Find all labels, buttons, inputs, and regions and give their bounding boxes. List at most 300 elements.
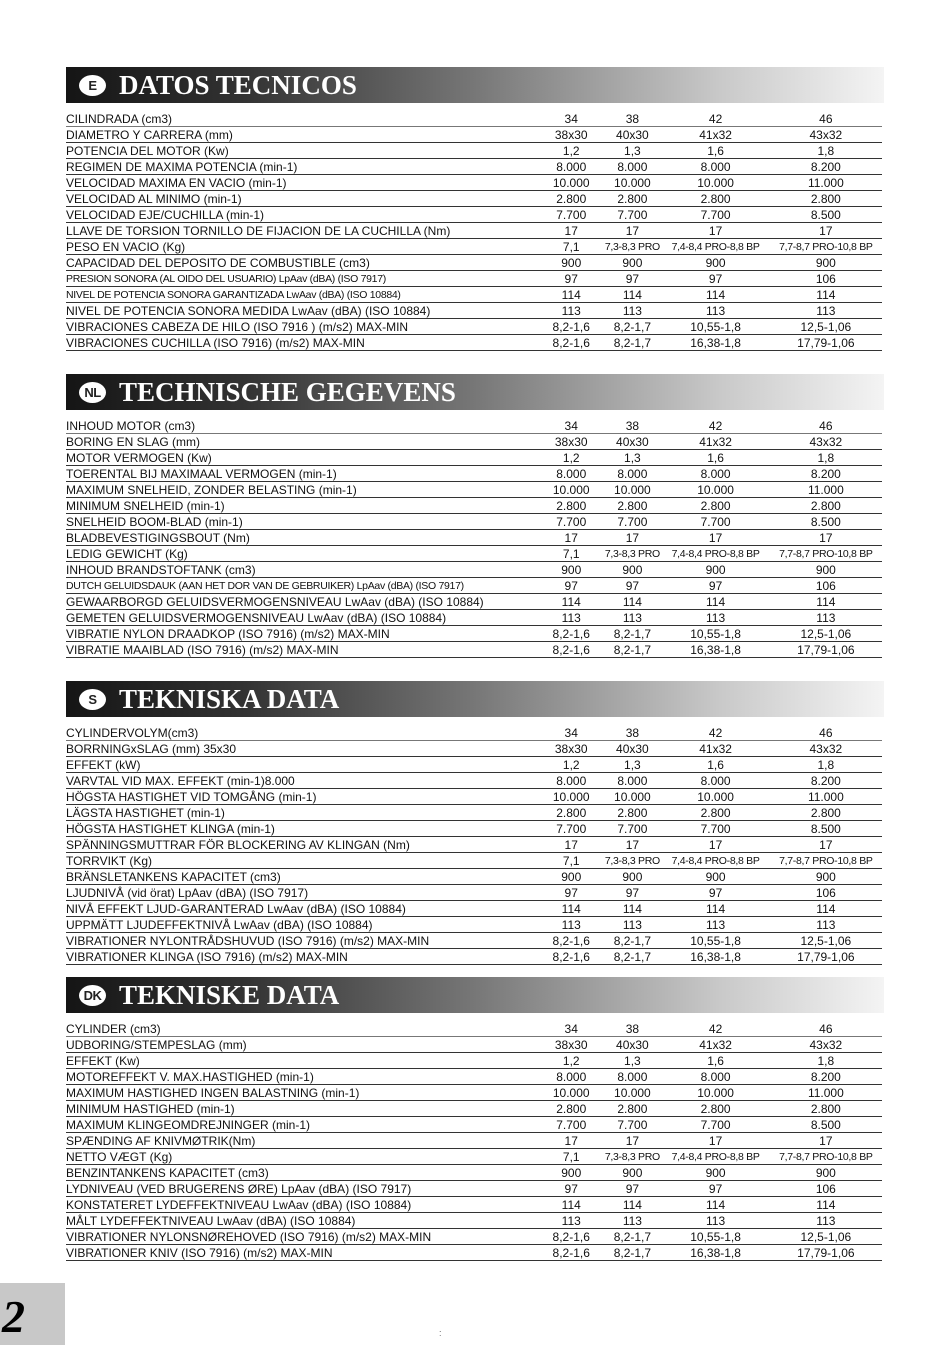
spec-label: SPÄNNINGSMUTTRAR FÖR BLOCKERING AV KLINGAN (Nm) [66,837,539,853]
spec-value: 17 [661,837,769,853]
table-row [66,482,882,498]
spec-value: 1,3 [603,450,661,466]
spec-label: NIVÅ EFFEKT LJUD-GARANTERAD LwAav (dBA) (ISO 10884) [66,901,539,917]
spec-value: 40x30 [603,434,661,450]
spec-value: 1,3 [603,143,661,159]
spec-value: 2.800 [661,1101,769,1117]
spec-value: 7.700 [539,207,603,223]
spec-value: 113 [770,303,882,319]
table-row [66,239,882,255]
section-tekniska-data [66,681,884,965]
spec-label: MÅLT LYDEFFEKTNIVEAU LwAav (dBA) (ISO 10884) [66,1213,539,1229]
spec-label: VIBRATIONER NYLONTRÅDSHUVUD (ISO 7916) (m/s2) MAX-MIN [66,933,539,949]
table-row [66,594,882,610]
section-title: TEKNISKE DATA [119,980,340,1010]
spec-value: 2.800 [603,191,661,207]
spec-label: MINIMUM HASTIGHED (min-1) [66,1101,539,1117]
spec-value: 41x32 [661,127,769,143]
language-badge: E [79,75,106,96]
spec-label: NETTO VÆGT (Kg) [66,1149,539,1165]
spec-value: 12,5-1,06 [770,319,882,335]
table-row [66,885,882,901]
spec-value: 8.500 [770,207,882,223]
spec-value: 97 [661,1181,769,1197]
spec-value: 113 [661,917,769,933]
spec-value: 113 [661,303,769,319]
spec-value: 2.800 [539,191,603,207]
language-badge: DK [79,985,106,1006]
spec-value: 113 [603,917,661,933]
table-row [66,1085,882,1101]
spec-label: VELOCIDAD MAXIMA EN VACIO (min-1) [66,175,539,191]
spec-label: DIAMETRO Y CARRERA (mm) [66,127,539,143]
spec-value: 8,2-1,7 [603,933,661,949]
spec-value: 114 [603,594,661,610]
table-row [66,319,882,335]
spec-value: 106 [770,271,882,287]
spec-value: 34 [539,111,603,127]
spec-value: 7,4-8,4 PRO-8,8 BP [661,853,769,869]
spec-value: 10.000 [539,1085,603,1101]
table-row [66,1213,882,1229]
spec-value: 8,2-1,7 [603,626,661,642]
spec-value: 113 [539,303,603,319]
table-row [66,805,882,821]
language-badge: NL [79,382,106,403]
spec-value: 1,2 [539,1053,603,1069]
spec-value: 114 [603,1197,661,1213]
spec-value: 8,2-1,6 [539,626,603,642]
spec-value: 8.500 [770,821,882,837]
spec-value: 43x32 [770,741,882,757]
spec-value: 2.800 [539,498,603,514]
spec-value: 1,3 [603,1053,661,1069]
section-title: TEKNISKA DATA [119,684,340,714]
spec-value: 8,2-1,6 [539,1229,603,1245]
spec-value: 11.000 [770,1085,882,1101]
spec-value: 8.000 [661,466,769,482]
table-row [66,853,882,869]
spec-value: 106 [770,578,882,594]
page-number: 2 [2,1291,25,1342]
spec-value: 2.800 [603,1101,661,1117]
spec-value: 7.700 [539,514,603,530]
spec-value: 43x32 [770,434,882,450]
spec-value: 114 [539,901,603,917]
table-row [66,901,882,917]
spec-label: NIVEL DE POTENCIA SONORA GARANTIZADA LwAav (dBA) (ISO 10884) [66,287,539,303]
spec-label: LÄGSTA HASTIGHET (min-1) [66,805,539,821]
spec-value: 114 [661,594,769,610]
table-row [66,757,882,773]
spec-value: 114 [770,287,882,303]
language-badge: S [79,689,106,710]
spec-label: CILINDRADA (cm3) [66,111,539,127]
spec-value: 17 [661,530,769,546]
spec-value: 12,5-1,06 [770,626,882,642]
table-row [66,837,882,853]
spec-value: 7.700 [539,821,603,837]
spec-value: 8.000 [539,773,603,789]
spec-label: MAXIMUM KLINGEOMDREJNINGER (min-1) [66,1117,539,1133]
spec-value: 12,5-1,06 [770,933,882,949]
spec-value: 46 [770,111,882,127]
spec-label: GEWAARBORGD GELUIDSVERMOGENSNIVEAU LwAav (dBA) (ISO 10884) [66,594,539,610]
spec-value: 114 [539,1197,603,1213]
table-row [66,725,882,741]
spec-label: VELOCIDAD EJE/CUCHILLA (min-1) [66,207,539,223]
spec-value: 8.000 [539,466,603,482]
section-tekniske-data [66,977,884,1261]
spec-label: VARVTAL VID MAX. EFFEKT (min-1)8.000 [66,773,539,789]
spec-value: 7.700 [603,821,661,837]
spec-label: EFFEKT (kW) [66,757,539,773]
table-row [66,821,882,837]
table-row [66,175,882,191]
table-row [66,546,882,562]
spec-value: 7,3-8,3 PRO [604,240,660,253]
table-row [66,917,882,933]
spec-value: 1,2 [539,757,603,773]
table-row [66,1133,882,1149]
spec-value: 7,1 [539,1149,603,1165]
spec-value: 7,4-8,4 PRO-8,8 BP [661,1149,769,1165]
spec-label: VIBRATIONER NYLONSNØREHOVED (ISO 7916) (m/s2) MAX-MIN [66,1229,539,1245]
spec-value: 16,38-1,8 [661,642,769,658]
spec-value: 113 [770,610,882,626]
spec-value: 8.000 [661,1069,769,1085]
table-row [66,1117,882,1133]
table-row [66,271,882,287]
spec-label: VIBRATIONER KNIV (ISO 7916) (m/s2) MAX-MIN [66,1245,539,1261]
spec-value: 8.500 [770,514,882,530]
spec-value: 900 [603,255,661,271]
spec-value: 8.000 [603,159,661,175]
spec-value: 10.000 [661,789,769,805]
spec-value: 10,55-1,8 [661,626,769,642]
spec-label: PESO EN VACIO (Kg) [66,239,539,255]
table-row [66,498,882,514]
spec-value: 113 [661,610,769,626]
spec-value: 114 [539,287,603,303]
spec-label: EFFEKT (Kw) [66,1053,539,1069]
spec-label: CAPACIDAD DEL DEPOSITO DE COMBUSTIBLE (cm3) [66,255,539,271]
spec-value: 8,2-1,6 [539,933,603,949]
spec-value: 97 [539,271,603,287]
spec-value: 2.800 [770,1101,882,1117]
spec-value: 10.000 [539,482,603,498]
spec-value: 114 [539,594,603,610]
spec-value: 7,7-8,7 PRO-10,8 BP [770,239,882,255]
spec-value: 17,79-1,06 [770,1245,882,1261]
spec-table [66,418,882,658]
spec-label: VIBRATIONER KLINGA (ISO 7916) (m/s2) MAX-MIN [66,949,539,965]
spec-value: 8,2-1,7 [603,1245,661,1261]
spec-value: 97 [539,885,603,901]
spec-value: 1,2 [539,450,603,466]
spec-value: 46 [770,418,882,434]
spec-value: 38 [603,725,661,741]
spec-label: UDBORING/STEMPESLAG (mm) [66,1037,539,1053]
footer-mark: : [439,1328,442,1338]
table-row [66,514,882,530]
spec-value: 43x32 [770,1037,882,1053]
spec-value: 8.000 [539,159,603,175]
spec-value: 900 [539,562,603,578]
spec-value: 7,1 [539,853,603,869]
spec-value: 2.800 [539,805,603,821]
spec-label: POTENCIA DEL MOTOR (Kw) [66,143,539,159]
spec-value: 1,8 [770,1053,882,1069]
spec-value: 17 [770,837,882,853]
spec-value: 114 [603,901,661,917]
spec-value: 113 [539,610,603,626]
spec-value: 1,6 [661,1053,769,1069]
spec-label: LLAVE DE TORSION TORNILLO DE FIJACION DE LA CUCHILLA (Nm) [66,223,539,239]
spec-value: 38x30 [539,741,603,757]
spec-label: INHOUD BRANDSTOFTANK (cm3) [66,562,539,578]
spec-value: 2.800 [661,805,769,821]
table-row [66,1181,882,1197]
spec-value: 2.800 [603,498,661,514]
table-row [66,1037,882,1053]
spec-label: REGIMEN DE MAXIMA POTENCIA (min-1) [66,159,539,175]
table-row [66,434,882,450]
spec-value: 8,2-1,7 [603,335,661,351]
table-row [66,450,882,466]
spec-value: 7,7-8,7 PRO-10,8 BP [770,1149,882,1165]
spec-value: 11.000 [770,789,882,805]
spec-value: 11.000 [770,482,882,498]
table-row [66,418,882,434]
spec-label: MOTOR VERMOGEN (Kw) [66,450,539,466]
spec-label: NIVEL DE POTENCIA SONORA MEDIDA LwAav (dBA) (ISO 10884) [66,303,539,319]
spec-value: 10.000 [539,789,603,805]
table-row [66,610,882,626]
spec-value: 41x32 [661,1037,769,1053]
spec-value: 8,2-1,6 [539,335,603,351]
table-row [66,111,882,127]
spec-value: 10.000 [603,482,661,498]
spec-value: 97 [603,271,661,287]
spec-value: 97 [603,1181,661,1197]
spec-value: 17 [770,223,882,239]
spec-value: 7.700 [661,207,769,223]
spec-value: 34 [539,418,603,434]
spec-label: VIBRATIE NYLON DRAADKOP (ISO 7916) (m/s2) MAX-MIN [66,626,539,642]
table-row [66,1165,882,1181]
spec-value: 900 [539,1165,603,1181]
spec-value: 8.000 [539,1069,603,1085]
spec-value: 8.000 [661,159,769,175]
spec-value: 114 [770,1197,882,1213]
spec-value: 1,8 [770,757,882,773]
spec-value: 97 [539,578,603,594]
spec-value: 7,4-8,4 PRO-8,8 BP [661,546,769,562]
page-number-tab [0,1283,65,1345]
section-banner [66,977,884,1013]
spec-label: MAXIMUM HASTIGHED INGEN BALASTNING (min-1) [66,1085,539,1101]
table-row [66,642,882,658]
spec-value: 7.700 [539,1117,603,1133]
spec-value: 10.000 [539,175,603,191]
spec-value: 7,7-8,7 PRO-10,8 BP [770,853,882,869]
table-row [66,949,882,965]
spec-value: 1,8 [770,450,882,466]
spec-label: MAXIMUM SNELHEID, ZONDER BELASTING (min-1) [66,482,539,498]
table-row [66,789,882,805]
spec-value: 2.800 [661,191,769,207]
spec-value: 900 [770,1165,882,1181]
spec-label: INHOUD MOTOR (cm3) [66,418,539,434]
spec-value: 900 [770,255,882,271]
spec-value: 97 [661,885,769,901]
spec-label: DUTCH GELUIDSDAUK (AAN HET DOR VAN DE GEBRUIKER) LpAav (dBA) (ISO 7917) [66,578,539,594]
spec-value: 8,2-1,6 [539,319,603,335]
spec-value: 17 [539,1133,603,1149]
spec-value: 17 [770,1133,882,1149]
spec-value: 1,6 [661,450,769,466]
table-row [66,1229,882,1245]
spec-value: 42 [661,418,769,434]
spec-label: MINIMUM SNELHEID (min-1) [66,498,539,514]
spec-value: 34 [539,1021,603,1037]
spec-value: 10.000 [661,482,769,498]
section-technische-gegevens [66,374,884,658]
spec-value: 8.500 [770,1117,882,1133]
table-row [66,466,882,482]
table-row [66,255,882,271]
spec-value: 8,2-1,7 [603,642,661,658]
spec-value: 7,4-8,4 PRO-8,8 BP [661,239,769,255]
spec-label: BLADBEVESTIGINGSBOUT (Nm) [66,530,539,546]
spec-value: 10.000 [603,175,661,191]
spec-value: 16,38-1,8 [661,335,769,351]
spec-value: 17,79-1,06 [770,335,882,351]
spec-label: KONSTATERET LYDEFFEKTNIVEAU LwAav (dBA) (ISO 10884) [66,1197,539,1213]
spec-value: 8.200 [770,773,882,789]
spec-label: HÖGSTA HASTIGHET VID TOMGÅNG (min-1) [66,789,539,805]
spec-value: 7.700 [603,207,661,223]
spec-label: VIBRACIONES CUCHILLA (ISO 7916) (m/s2) MAX-MIN [66,335,539,351]
spec-label: BORRNINGxSLAG (mm) 35x30 [66,741,539,757]
spec-value: 17 [539,223,603,239]
spec-value: 43x32 [770,127,882,143]
spec-value: 42 [661,111,769,127]
spec-label: TORRVIKT (Kg) [66,853,539,869]
table-row [66,1101,882,1117]
spec-value: 900 [603,869,661,885]
spec-label: LJUDNIVÅ (vid örat) LpAav (dBA) (ISO 7917) [66,885,539,901]
spec-value: 17,79-1,06 [770,949,882,965]
spec-value: 7,3-8,3 PRO [604,547,660,560]
spec-value: 106 [770,1181,882,1197]
spec-value: 34 [539,725,603,741]
spec-value: 114 [603,287,661,303]
spec-label: PRESION SONORA (AL OIDO DEL USUARIO) LpAav (dBA) (ISO 7917) [66,271,539,287]
spec-value: 97 [603,885,661,901]
spec-value: 113 [770,917,882,933]
spec-value: 17 [603,223,661,239]
spec-label: LYDNIVEAU (VED BRUGERENS ØRE) LpAav (dBA) (ISO 7917) [66,1181,539,1197]
spec-value: 10.000 [661,1085,769,1101]
spec-value: 8.200 [770,466,882,482]
spec-value: 7.700 [603,514,661,530]
spec-value: 7.700 [661,821,769,837]
spec-value: 17 [539,837,603,853]
table-row [66,127,882,143]
spec-label: BENZINTANKENS KAPACITET (cm3) [66,1165,539,1181]
spec-value: 113 [603,1213,661,1229]
spec-value: 16,38-1,8 [661,949,769,965]
spec-value: 8,2-1,6 [539,1245,603,1261]
table-row [66,933,882,949]
section-banner [66,67,884,103]
spec-value: 900 [661,562,769,578]
spec-value: 2.800 [603,805,661,821]
spec-value: 40x30 [603,741,661,757]
table-row [66,1245,882,1261]
spec-label: GEMETEN GELUIDSVERMOGENSNIVEAU LwAav (dBA) (ISO 10884) [66,610,539,626]
spec-value: 7.700 [603,1117,661,1133]
spec-value: 42 [661,1021,769,1037]
table-row [66,869,882,885]
spec-value: 2.800 [770,498,882,514]
spec-label: CYLINDER (cm3) [66,1021,539,1037]
spec-table [66,111,882,351]
spec-value: 7,3-8,3 PRO [604,854,660,867]
spec-value: 10,55-1,8 [661,319,769,335]
spec-value: 46 [770,1021,882,1037]
spec-value: 17 [661,223,769,239]
table-row [66,741,882,757]
spec-value: 17 [603,837,661,853]
spec-label: LEDIG GEWICHT (Kg) [66,546,539,562]
spec-value: 2.800 [661,498,769,514]
spec-value: 38 [603,111,661,127]
section-datos-tecnicos [66,67,884,351]
spec-value: 17 [539,530,603,546]
table-row [66,1149,882,1165]
table-row [66,287,882,303]
spec-value: 8,2-1,7 [603,319,661,335]
spec-value: 900 [603,1165,661,1181]
spec-value: 97 [661,271,769,287]
spec-label: VIBRACIONES CABEZA DE HILO (ISO 7916 ) (m/s2) MAX-MIN [66,319,539,335]
spec-label: HÖGSTA HASTIGHET KLINGA (min-1) [66,821,539,837]
spec-value: 10,55-1,8 [661,1229,769,1245]
spec-value: 900 [661,1165,769,1181]
spec-label: UPPMÄTT LJUDEFFEKTNIVÅ LwAav (dBA) (ISO 10884) [66,917,539,933]
spec-label: CYLINDERVOLYM(cm3) [66,725,539,741]
spec-label: BRÄNSLETANKENS KAPACITET (cm3) [66,869,539,885]
spec-label: VIBRATIE MAAIBLAD (ISO 7916) (m/s2) MAX-MIN [66,642,539,658]
spec-value: 8.000 [603,1069,661,1085]
table-row [66,578,882,594]
spec-value: 41x32 [661,741,769,757]
spec-value: 7,7-8,7 PRO-10,8 BP [770,546,882,562]
spec-value: 17 [603,530,661,546]
spec-value: 41x32 [661,434,769,450]
spec-value: 38 [603,418,661,434]
spec-value: 8,2-1,6 [539,949,603,965]
spec-value: 900 [770,562,882,578]
spec-value: 12,5-1,06 [770,1229,882,1245]
table-row [66,303,882,319]
spec-value: 16,38-1,8 [661,1245,769,1261]
spec-value: 113 [539,917,603,933]
table-row [66,562,882,578]
